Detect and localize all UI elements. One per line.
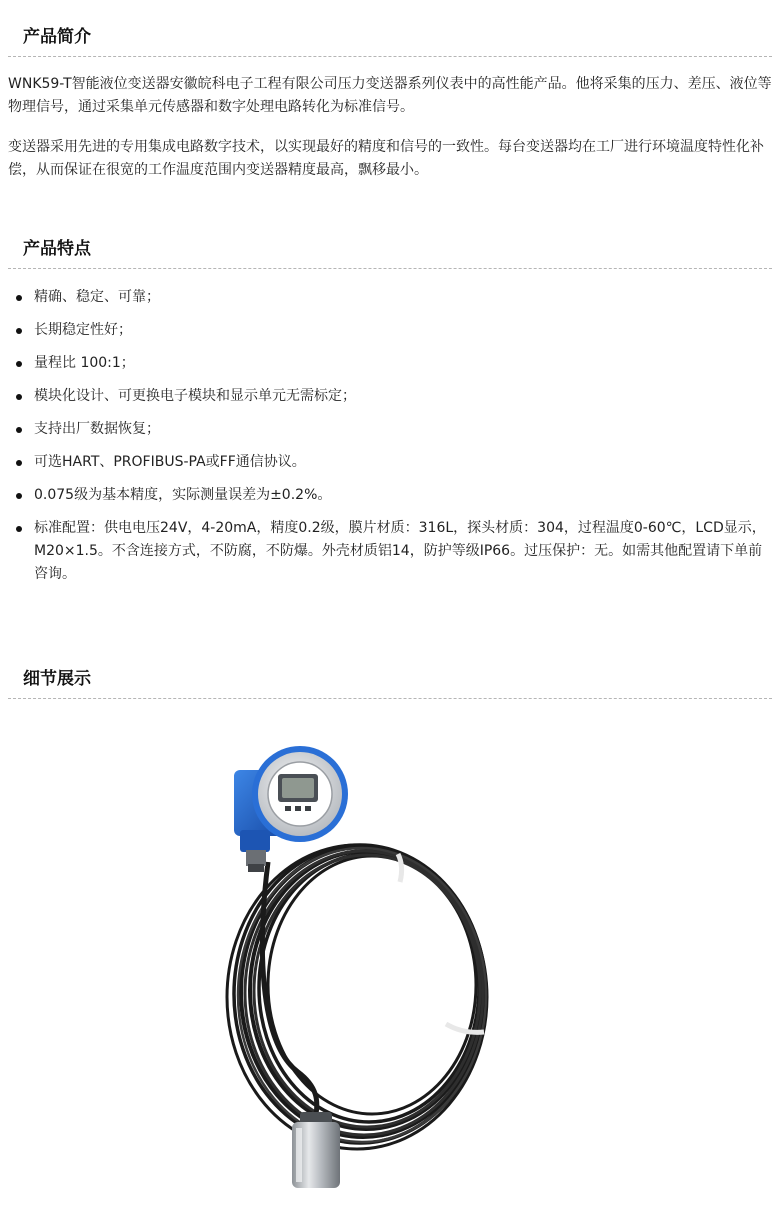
bullet-icon — [16, 460, 22, 466]
feature-text: 模块化设计、可更换电子模块和显示单元无需标定； — [34, 388, 356, 404]
feature-text: 长期稳定性好； — [34, 322, 132, 338]
feature-text: 0.075级为基本精度，实际测量误差为±0.2%。 — [34, 487, 332, 503]
feature-item — [0, 418, 779, 441]
feature-item — [0, 352, 779, 375]
bullet-icon — [16, 328, 22, 334]
feature-item — [0, 286, 779, 309]
stainless-probe — [292, 1112, 340, 1188]
bullet-icon — [16, 394, 22, 400]
section-title-details: 细节展示 — [23, 669, 91, 689]
bullet-icon — [16, 427, 22, 433]
feature-item — [0, 319, 779, 342]
feature-text: 精确、稳定、可靠； — [34, 289, 160, 305]
feature-list — [0, 286, 779, 596]
section-title-intro: 产品简介 — [23, 27, 91, 47]
bullet-icon — [16, 493, 22, 499]
section-header-features — [8, 238, 772, 269]
section-title-features: 产品特点 — [23, 239, 91, 259]
cable-tie-top — [398, 854, 402, 882]
section-header-intro — [8, 26, 772, 57]
product-photo — [188, 742, 518, 1192]
bullet-icon — [16, 361, 22, 367]
bullet-icon — [16, 526, 22, 532]
feature-text: 支持出厂数据恢复； — [34, 421, 160, 437]
bullet-icon — [16, 295, 22, 301]
feature-item — [0, 484, 779, 507]
feature-text: 量程比 100:1； — [34, 355, 135, 371]
section-header-details — [8, 668, 772, 699]
feature-item — [0, 451, 779, 474]
intro-paragraph-2: 变送器采用先进的专用集成电路数字技术，以实现最好的精度和信号的一致性。每台变送器均在工厂进行环境温度特性化补偿，从而保证在很宽的工作温度范围内变送器精度最高，飘移最小。 — [8, 139, 764, 178]
intro-paragraph-1: WNK59-T智能液位变送器安徽皖科电子工程有限公司压力变送器系列仪表中的高性能产品。他将采集的压力、差压、液位等物理信号，通过采集单元传感器和数字处理电路转化为标准信号。 — [8, 76, 772, 115]
feature-text: 标准配置：供电电压24V，4-20mA，精度0.2级，膜片材质：316L，探头材质：304，过程温度0-60℃，LCD显示，M20×1.5。不含连接方式，不防腐，不防爆。外壳材质铝14，防护等级IP66。过压保护：无。如需其他配置请下单前咨询。 — [34, 520, 766, 582]
feature-item — [0, 385, 779, 408]
feature-text: 可选HART、PROFIBUS-PA或FF通信协议。 — [34, 454, 306, 470]
feature-item — [0, 517, 779, 586]
